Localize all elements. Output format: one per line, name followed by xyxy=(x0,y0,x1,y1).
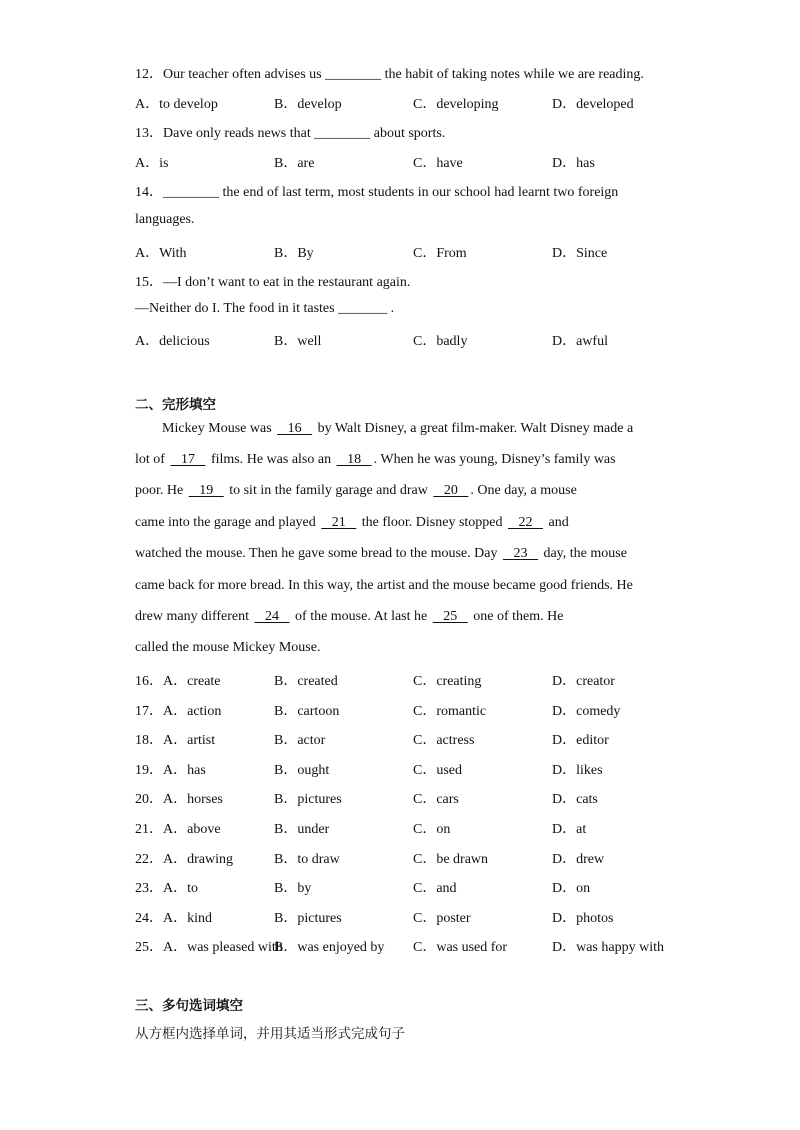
passage-line xyxy=(135,483,577,499)
cloze-blank: 20 xyxy=(433,483,469,498)
question-number: 12 xyxy=(135,67,149,82)
option-d: D．awful xyxy=(552,334,608,349)
option-row-16: 16．A．create xyxy=(135,674,221,689)
passage-text: the floor. Disney stopped xyxy=(358,515,507,530)
option-c: C．used xyxy=(413,763,462,778)
option-d: D．drew xyxy=(552,852,605,867)
option-b: B．created xyxy=(274,674,338,689)
option-d: D．was happy with xyxy=(552,940,664,955)
passage-text: of the mouse. At last he xyxy=(291,609,431,624)
option-d: D．Since xyxy=(552,246,608,261)
passage-text: came into the garage and played xyxy=(135,515,320,530)
passage-text: came back for more bread. In this way, the artist and the mouse became good friends. He xyxy=(135,578,633,593)
option-c: C．was used for xyxy=(413,940,508,955)
option-d: D．comedy xyxy=(552,704,621,719)
question-number: 25 xyxy=(135,940,149,955)
option-row-21: 21．A．above xyxy=(135,822,221,837)
option-c: C．have xyxy=(413,156,463,171)
question-number: 24 xyxy=(135,911,149,926)
option-c: C．creating xyxy=(413,674,482,689)
question-number: 19 xyxy=(135,763,149,778)
option-a: A．to develop xyxy=(135,97,218,112)
option-d: D．editor xyxy=(552,733,609,748)
cloze-blank: 24 xyxy=(254,609,290,624)
question-stem-continued: —Neither do I. The food in it tastes _______ . xyxy=(135,301,395,316)
option-row-19: 19．A．has xyxy=(135,763,206,778)
cloze-blank: 19 xyxy=(188,483,224,498)
option-a: A．to xyxy=(163,881,198,896)
passage-text: and xyxy=(545,515,569,530)
question-number: 14 xyxy=(135,185,149,200)
question-13: 13．Dave only reads news that ________ about sports. xyxy=(135,126,446,141)
option-d: D．photos xyxy=(552,911,614,926)
passage-text: to sit in the family garage and draw xyxy=(225,483,432,498)
question-12: 12．Our teacher often advises us ________ the habit of taking notes while we are reading. xyxy=(135,67,644,82)
option-c: C．poster xyxy=(413,911,471,926)
question-number: 20 xyxy=(135,792,149,807)
section-heading: 二、完形填空 xyxy=(135,397,216,413)
option-d: D．cats xyxy=(552,792,598,807)
option-d: D．at xyxy=(552,822,587,837)
cloze-blank: 18 xyxy=(336,452,372,467)
option-c: C．and xyxy=(413,881,457,896)
question-stem: Our teacher often advises us ________ the habit of taking notes while we are reading. xyxy=(163,67,644,82)
option-b: B．actor xyxy=(274,733,326,748)
passage-text: one of them. He xyxy=(469,609,564,624)
question-15: 15．—I don’t want to eat in the restaurant again. xyxy=(135,275,411,290)
option-a: A．create xyxy=(163,674,221,689)
option-b: B．develop xyxy=(274,97,342,112)
option-d: D．likes xyxy=(552,763,603,778)
cloze-blank: 16 xyxy=(277,421,313,436)
option-b: B．pictures xyxy=(274,911,342,926)
option-a: A．action xyxy=(163,704,222,719)
passage-text: . One day, a mouse xyxy=(470,483,577,498)
option-d: D．has xyxy=(552,156,595,171)
passage-line xyxy=(135,609,563,625)
option-b: B．well xyxy=(274,334,322,349)
option-b: B．ought xyxy=(274,763,330,778)
section-instruction: 从方框内选择单词，并用其适当形式完成句子 xyxy=(135,1026,405,1042)
passage-text: watched the mouse. Then he gave some bread to the mouse. Day xyxy=(135,546,501,561)
option-a: A．above xyxy=(163,822,221,837)
option-row-25: 25．A．was pleased with xyxy=(135,940,283,955)
question-number: 17 xyxy=(135,704,149,719)
option-row-18: 18．A．artist xyxy=(135,733,216,748)
question-stem: ________ the end of last term, most students in our school had learnt two foreign xyxy=(163,185,619,200)
cloze-blank: 23 xyxy=(502,546,538,561)
option-a: A．has xyxy=(163,763,206,778)
option-c: C．cars xyxy=(413,792,459,807)
option-b: B．By xyxy=(274,246,314,261)
question-14: 14．________ the end of last term, most students in our school had learnt two foreign xyxy=(135,185,619,200)
option-b: B．under xyxy=(274,822,330,837)
option-d: D．developed xyxy=(552,97,634,112)
question-number: 15 xyxy=(135,275,149,290)
option-b: B．are xyxy=(274,156,315,171)
question-number: 23 xyxy=(135,881,149,896)
option-a: A．horses xyxy=(163,792,223,807)
option-a: A．kind xyxy=(163,911,212,926)
passage-line xyxy=(135,546,627,562)
passage-line xyxy=(135,578,633,594)
cloze-blank: 17 xyxy=(170,452,206,467)
passage-text: poor. He xyxy=(135,483,187,498)
option-row-20: 20．A．horses xyxy=(135,792,223,807)
option-c: C．on xyxy=(413,822,451,837)
option-a: A．is xyxy=(135,156,169,171)
option-b: B．was enjoyed by xyxy=(274,940,385,955)
passage-line xyxy=(135,452,616,468)
question-stem-continued: languages. xyxy=(135,212,195,227)
passage-text: . When he was young, Disney’s family was xyxy=(373,452,616,467)
cloze-blank: 22 xyxy=(508,515,544,530)
passage-text: films. He was also an xyxy=(207,452,335,467)
question-number: 22 xyxy=(135,852,149,867)
option-c: C．From xyxy=(413,246,467,261)
passage-text: Mickey Mouse was xyxy=(162,421,276,436)
option-a: A．artist xyxy=(163,733,216,748)
option-c: C．romantic xyxy=(413,704,487,719)
option-b: B．pictures xyxy=(274,792,342,807)
option-b: B．to draw xyxy=(274,852,340,867)
option-c: C．badly xyxy=(413,334,468,349)
question-number: 18 xyxy=(135,733,149,748)
passage-text: lot of xyxy=(135,452,169,467)
question-number: 16 xyxy=(135,674,149,689)
passage-line xyxy=(135,640,320,656)
cloze-blank: 25 xyxy=(432,609,468,624)
passage-line xyxy=(135,515,569,531)
question-number: 21 xyxy=(135,822,149,837)
option-c: C．developing xyxy=(413,97,499,112)
question-number: 13 xyxy=(135,126,149,141)
option-c: C．actress xyxy=(413,733,475,748)
option-b: B．cartoon xyxy=(274,704,340,719)
cloze-blank: 21 xyxy=(321,515,357,530)
passage-text: day, the mouse xyxy=(539,546,627,561)
option-d: D．creator xyxy=(552,674,615,689)
option-a: A．was pleased with xyxy=(163,940,283,955)
option-row-24: 24．A．kind xyxy=(135,911,212,926)
option-b: B．by xyxy=(274,881,312,896)
option-d: D．on xyxy=(552,881,591,896)
passage-text: drew many different xyxy=(135,609,253,624)
passage-text: called the mouse Mickey Mouse. xyxy=(135,640,321,655)
option-row-23: 23．A．to xyxy=(135,881,198,896)
option-a: A．delicious xyxy=(135,334,210,349)
option-a: A．drawing xyxy=(163,852,233,867)
option-a: A．With xyxy=(135,246,187,261)
option-row-22: 22．A．drawing xyxy=(135,852,233,867)
option-c: C．be drawn xyxy=(413,852,489,867)
question-stem: —I don’t want to eat in the restaurant again. xyxy=(163,275,411,290)
passage-text: by Walt Disney, a great film-maker. Walt Disney made a xyxy=(314,421,634,436)
section-heading: 三、多句选词填空 xyxy=(135,998,243,1014)
passage-line xyxy=(162,421,633,437)
question-stem: Dave only reads news that ________ about sports. xyxy=(163,126,446,141)
option-row-17: 17．A．action xyxy=(135,704,222,719)
